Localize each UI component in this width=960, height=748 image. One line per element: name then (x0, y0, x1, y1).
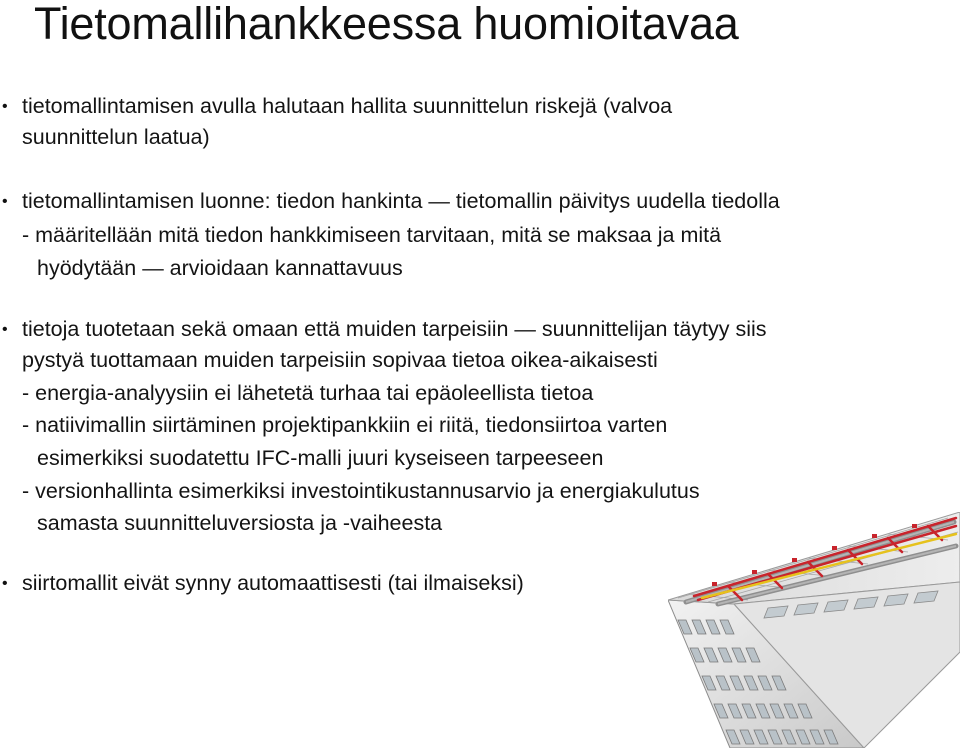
bullet-3-line-1: tietoja tuotetaan sekä omaan että muiden tarpeisiin — suunnittelijan täytyy siis (22, 317, 767, 341)
bullet-3-line-5: esimerkiksi suodatettu IFC-malli juuri kyseiseen tarpeeseen (37, 446, 604, 470)
bullet-marker: • (2, 98, 8, 115)
bullet-2-line-1: tietomallintamisen luonne: tiedon hankinta — tietomallin päivitys uudella tiedolla (22, 189, 780, 213)
bullet-3-line-2: pystyä tuottamaan muiden tarpeisiin sopivaa tietoa oikea-aikaisesti (22, 348, 658, 372)
bullet-3-line-4: - natiivimallin siirtäminen projektipankkiin ei riitä, tiedonsiirtoa varten (22, 413, 668, 437)
building-model-image (668, 512, 960, 748)
bullet-1-line-1: tietomallintamisen avulla halutaan hallita suunnittelun riskejä (valvoa (22, 94, 673, 118)
bullet-4-line-1: siirtomallit eivät synny automaattisesti (tai ilmaiseksi) (22, 571, 524, 595)
bullet-marker: • (2, 193, 8, 210)
bullet-3-line-6: - versionhallinta esimerkiksi investointikustannusarvio ja energiakulutus (22, 479, 700, 503)
bullet-2-line-3: hyödytään — arvioidaan kannattavuus (37, 256, 403, 280)
slide-title: Tietomallihankkeessa huomioitavaa (34, 0, 739, 49)
bullet-2-line-2: - määritellään mitä tiedon hankkimiseen tarvitaan, mitä se maksaa ja mitä (22, 223, 722, 247)
bullet-3-line-3: - energia-analyysiin ei lähetetä turhaa tai epäoleellista tietoa (22, 381, 594, 405)
bullet-marker: • (2, 321, 8, 338)
bullet-marker: • (2, 575, 8, 592)
bullet-3-line-7: samasta suunnitteluversiosta ja -vaiheesta (37, 511, 443, 535)
bullet-1-line-2: suunnittelun laatua) (22, 125, 210, 149)
